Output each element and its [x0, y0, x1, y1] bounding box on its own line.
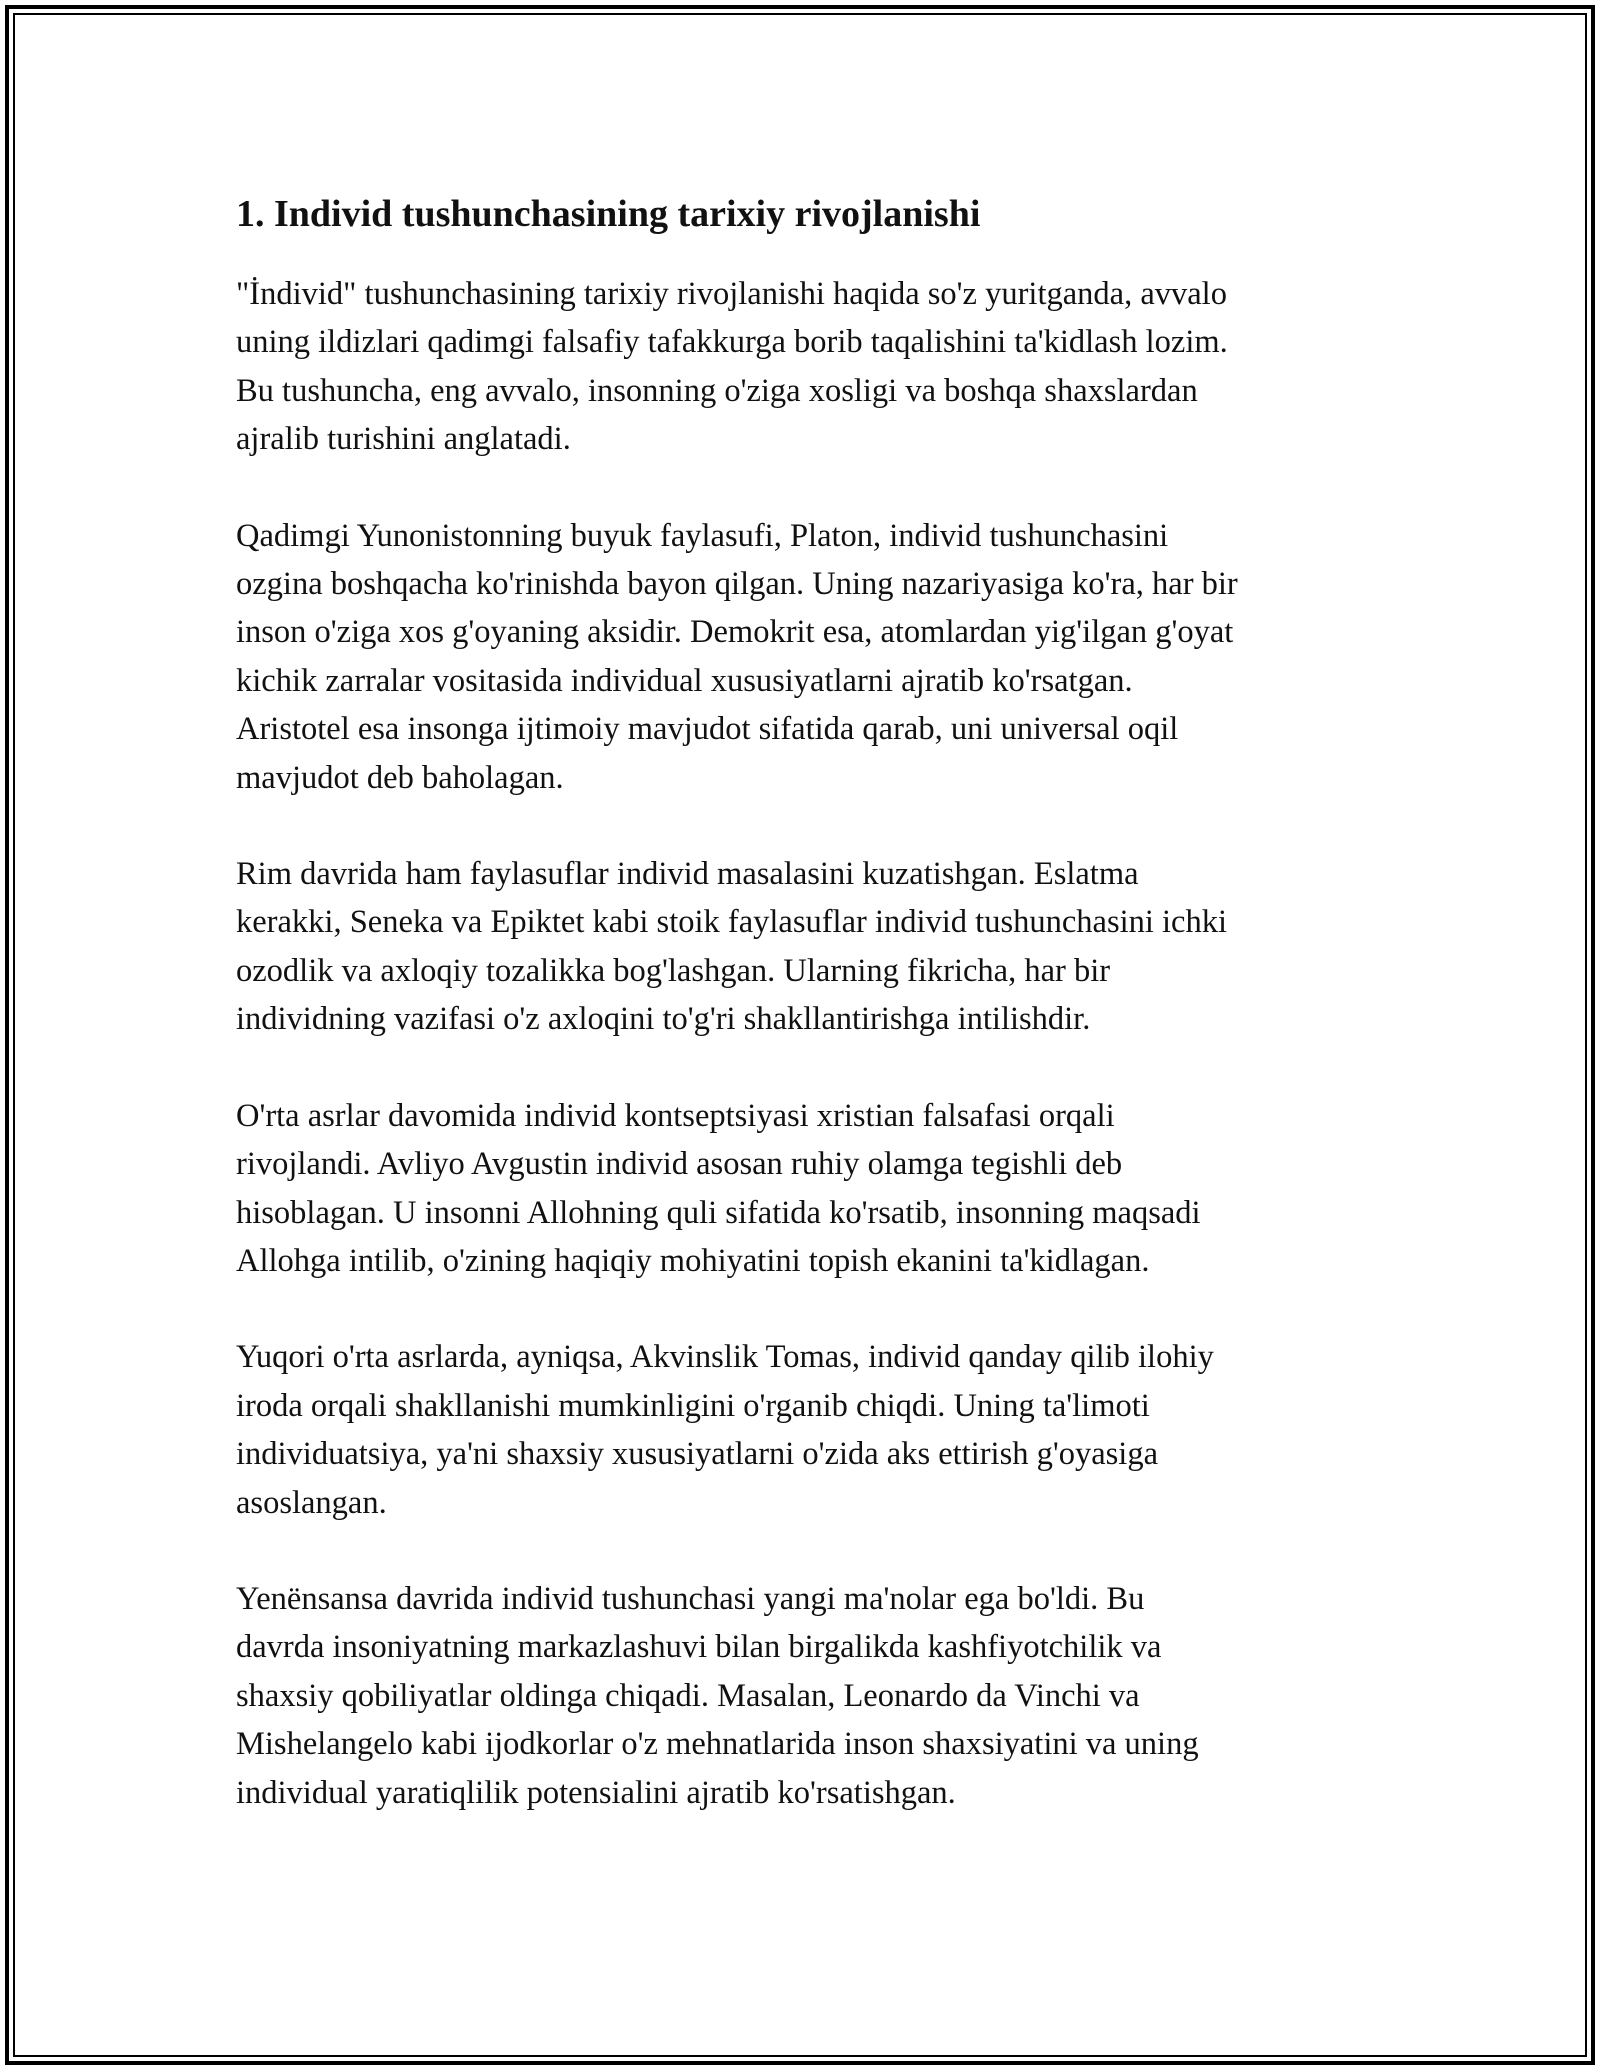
- text-line: ajralib turishini anglatadi.: [236, 421, 571, 458]
- text-line: Rim davrida ham faylasuflar individ masalasini kuzatishgan. Eslatma: [236, 856, 1139, 893]
- text-line: "İndivid" tushunchasining tarixiy rivojlanishi haqida so'z yuritganda, avvalo: [236, 276, 1227, 312]
- paragraph-4: [236, 1092, 1386, 1286]
- text-line: Bu tushuncha, eng avvalo, insonning o'ziga xosligi va boshqa shaxslardan: [236, 372, 1198, 409]
- text-line: Mishelangelo kabi ijodkorlar o'z mehnatlarida inson shaxsiyatini va uning: [236, 1726, 1199, 1763]
- text-line: asoslangan.: [236, 1484, 387, 1521]
- text-line: Allohga intilib, o'zining haqiqiy mohiyatini topish ekanini ta'kidlagan.: [236, 1242, 1150, 1279]
- text-line: Aristotel esa insonga ijtimoiy mavjudot sifatida qarab, uni universal oqil: [236, 711, 1179, 748]
- text-line: mavjudot deb baholagan.: [236, 759, 564, 796]
- text-line: Yenënsansa davrida individ tushunchasi yangi ma'nolar ega bo'ldi. Bu: [236, 1580, 1145, 1617]
- document-body: [236, 186, 1386, 1865]
- text-line: kerakki, Seneka va Epiktet kabi stoik faylasuflar individ tushunchasini ichki: [236, 904, 1228, 941]
- text-line: ozodlik va axloqiy tozalikka bog'lashgan. Ularning fikricha, har bir: [236, 952, 1111, 989]
- text-line: O'rta asrlar davomida individ kontseptsiyasi xristian falsafasi orqali: [236, 1097, 1115, 1134]
- text-line: inson o'ziga xos g'oyaning aksidir. Demokrit esa, atomlardan yig'ilgan g'oyat: [236, 614, 1234, 651]
- text-line: individuatsiya, ya'ni shaxsiy xususiyatlarni o'zida aks ettirish g'oyasiga: [236, 1436, 1158, 1473]
- text-line: individning vazifasi o'z axloqini to'g'ri shakllantirishga intilishdir.: [236, 1001, 1091, 1038]
- text-line: ozgina boshqacha ko'rinishda bayon qilgan. Uning nazariyasiga ko'ra, har bir: [236, 566, 1238, 603]
- text-line: Qadimgi Yunonistonning buyuk faylasufi, Platon, individ tushunchasini: [236, 517, 1169, 554]
- paragraph-5: [236, 1333, 1386, 1527]
- paragraph-1: [236, 270, 1386, 464]
- paragraph-3: [236, 850, 1386, 1044]
- text-line: hisoblagan. U insonni Allohning quli sifatida ko'rsatib, insonning maqsadi: [236, 1194, 1201, 1231]
- text-line: davrda insoniyatning markazlashuvi bilan birgalikda kashfiyotchilik va: [236, 1629, 1162, 1666]
- text-line: rivojlandi. Avliyo Avgustin individ asosan ruhiy olamga tegishli deb: [236, 1146, 1123, 1183]
- section-heading: 1. Individ tushunchasining tarixiy rivojlanishi: [236, 193, 981, 235]
- text-line: iroda orqali shakllanishi mumkinligini o'rganib chiqdi. Uning ta'limoti: [236, 1387, 1150, 1424]
- text-line: Yuqori o'rta asrlarda, ayniqsa, Akvinslik Tomas, individ qanday qilib ilohiy: [236, 1339, 1214, 1376]
- text-line: uning ildizlari qadimgi falsafiy tafakkurga borib taqalishini ta'kidlash lozim.: [236, 324, 1228, 361]
- text-line: kichik zarralar vositasida individual xususiyatlarni ajratib ko'rsatgan.: [236, 662, 1133, 699]
- paragraph-6: [236, 1575, 1386, 1817]
- text-line: shaxsiy qobiliyatlar oldinga chiqadi. Masalan, Leonardo da Vinchi va: [236, 1677, 1140, 1714]
- text-line: individual yaratiqlilik potensialini ajratib ko'rsatishgan.: [236, 1774, 956, 1811]
- paragraph-2: [236, 512, 1386, 802]
